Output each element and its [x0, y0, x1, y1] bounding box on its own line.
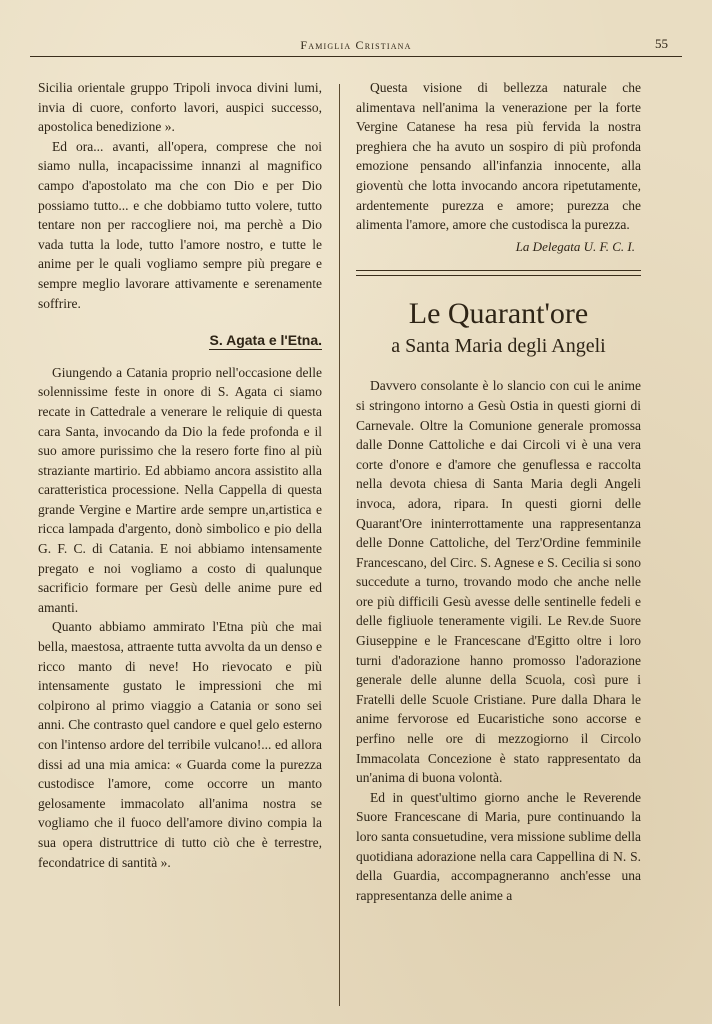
article-separator [356, 270, 641, 276]
right-column [356, 78, 641, 905]
left-paragraph-1: Sicilia orientale gruppo Tripoli invoca divini lumi, invia di cuore, conforto lavori, auspici successo, apostolica benedizione ». [38, 80, 322, 135]
page-header [30, 32, 682, 58]
right-paragraph-1: Questa visione di bellezza naturale che alimentava nell'anima la venerazione per la forte Vergine Catanese ha resa più fervida la nostra preghiera che ha avuto un sospiro di più profonda emozione pensando all'infanzia innocente, alla gioventù che lotta invocando ancora ripetutamente, ardentemente purezza e amore; purezza che alimenta l'amore, amore che custodisca la purezza. [356, 80, 641, 233]
column-divider [339, 84, 340, 1006]
page-number: 55 [655, 36, 668, 51]
left-paragraph-2: Ed ora... avanti, all'opera, comprese che noi siamo nulla, incapacissime innanzi al magnifico campo d'apostolato ma che con Dio e per Dio possiamo tutto... e che dobbiamo tutto volere, tutto tentare non per raccogliere noi, ma perchè a Dio vada tutta la lode, tutto l'amore nostro, e tutte le anime per le quali vogliamo sempre più pregare e sempre meglio lavorare attivamente e serenamente soffrire. [38, 138, 322, 311]
section-heading-text: S. Agata e l'Etna. [209, 332, 322, 349]
header-rule [30, 56, 682, 57]
left-column [38, 78, 322, 872]
section-heading [38, 331, 322, 351]
article-subtitle: a Santa Maria degli Angeli [391, 335, 606, 358]
left-paragraph-3: Giungendo a Catania proprio nell'occasione delle solennissime feste in onore di S. Agata ci siamo recate in Cattedrale a venerare le reliquie di questa cara Santa, invocando da Dio la fede profonda e il suo amore purissimo che la resero forte fino al più straziante martirio. Ed abbiamo ancora assistito alla caratteristica processione. Nella Cappella di questa grande Vergine e Martire arde sempre un,artistica e ricca lampada d'argento, donò simbolico e pio della G. F. C. di Catania. E noi abbiamo intensamente pregato e noi vogliamo a costo di qualunque sacrificio formare per Gesù delle anime pure ed amanti. [38, 364, 322, 615]
running-title: Famiglia Cristiana [300, 38, 412, 52]
right-paragraph-2: Davvero consolante è lo slancio con cui le anime si stringono intorno a Gesù Ostia in questi giorni di Carnevale. Oltre la Comunione generale promossa dalle Donne Cattoliche e dai Circoli vi è una vera corte d'onore e d'amore che genuflessa e raccolta nella devota chiesa di Santa Maria degli Angeli invoca, adora, ripara. In questi giorni delle Quarant'Ore ininterrottamente una rappresentanza delle Donne Cattoliche, del Terz'Ordine femminile Francescano, del Circ. S. Agnese e S. Cecilia si sono succedute a turno, trovando modo che anche nelle ore più difficili Gesù avesse delle sentinelle fedeli e delle figliuole teneramente vigili. Le Rev.de Suore Giuseppine e le Francescane d'Egitto oltre i loro turni d'adorazione hanno promosso l'adorazione generale delle alunne della Scuola, così pure i Fratelli delle Scuole Cristiane. Pure dalla Dhara le anime fervorose ed Eucaristiche sono accorse e perfino nelle ore di mezzogiorno il Circolo Immacolata Concezione è stato rappresentato da un'anima di buona volontà. [356, 378, 641, 786]
signature: La Delegata U. F. C. I. [515, 238, 635, 254]
right-paragraph-3: Ed in quest'ultimo giorno anche le Reverende Suore Francescane di Maria, pure continuando la loro santa consuetudine, vera missione sublime della quotidiana adorazione nella cara Cappellina di N. S. della Guardia, accompagneranno anch'esse una rappresentanza delle anime a [356, 789, 641, 903]
article-title: Le Quarant'ore [408, 297, 589, 331]
left-paragraph-4: Quanto abbiamo ammirato l'Etna più che mai bella, maestosa, attraente tutta avvolta da un denso e ricco manto di neve! Ho rievocato e più intensamente gustato le impressioni che mi colpirono al primo viaggio a Catania or sono sei anni. Che contrasto quel candore e quel gelo esterno con l'intenso ardore del terribile vulcano!... ed allora dissi ad una mia amica: « Guarda come la purezza custodisce l'amore, come occorre un manto gelosamente immacolato all'anima nostra se vogliamo che il fuoco dell'amore divino compia la sua opera distruttrice di tutto ciò che è terrestre, fecondatrice di santità ». [38, 619, 322, 870]
